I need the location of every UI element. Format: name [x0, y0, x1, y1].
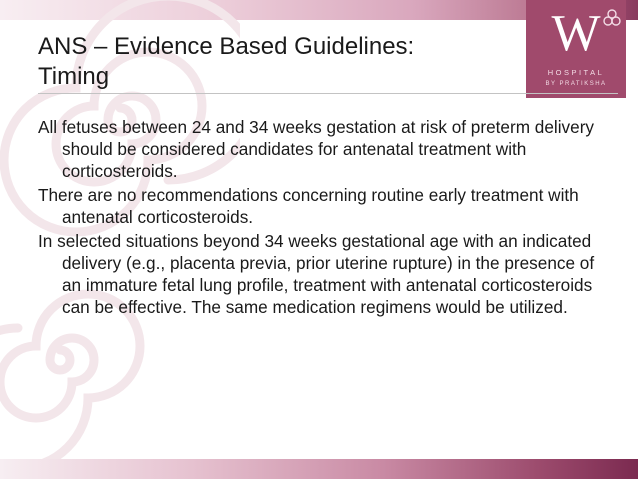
- slide-title: [38, 32, 518, 92]
- hospital-logo: [526, 0, 626, 98]
- logo-tagline: BY PRATIKSHA: [545, 81, 607, 87]
- slide-title-line-2: Timing: [38, 63, 110, 90]
- paragraph-2: There are no recommendations concerning routine early treatment with antenatal corticosteroids.: [38, 185, 579, 227]
- triple-knot-icon: [602, 8, 622, 28]
- bottom-gradient-band: [0, 459, 638, 479]
- logo-name: HOSPITAL: [547, 68, 605, 77]
- paragraph-1: All fetuses between 24 and 34 weeks gestation at risk of preterm delivery should be considered candidates for antenatal treatment with corticosteroids.: [38, 117, 595, 181]
- title-divider: [38, 93, 618, 94]
- slide-title-line-1: ANS – Evidence Based Guidelines:: [38, 33, 415, 60]
- logo-mark: W: [551, 5, 601, 62]
- paragraph-3: In selected situations beyond 34 weeks gestational age with an indicated delivery (e.g., placenta previa, prior uterine rupture) in the presence of an immature fetal lung profile, treatment with antenatal corticosteroids can be effective. The same medication regimens would be utilized.: [38, 231, 595, 317]
- slide-body: [38, 116, 598, 320]
